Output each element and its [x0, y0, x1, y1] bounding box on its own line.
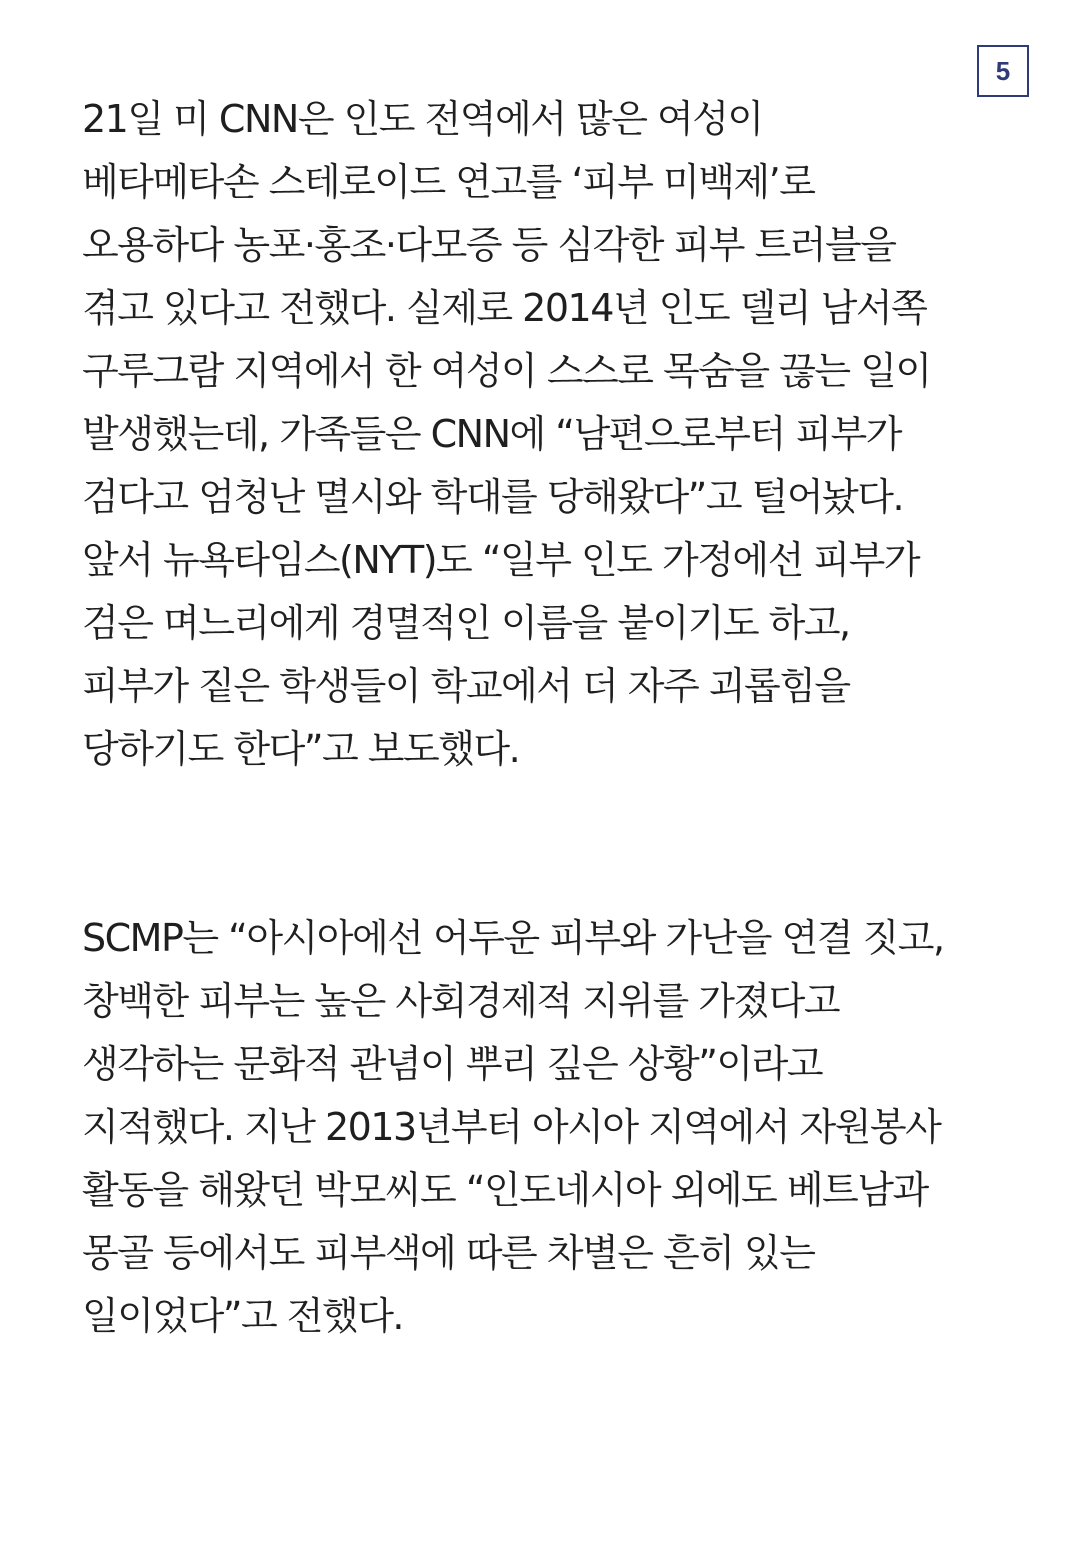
text-line: 베타메타손 스테로이드 연고를 ‘피부 미백제’로 [82, 160, 815, 204]
text-line: 구루그람 지역에서 한 여성이 스스로 목숨을 끊는 일이 [82, 349, 931, 393]
text-line: 피부가 짙은 학생들이 학교에서 더 자주 괴롭힘을 [82, 664, 850, 708]
text-line: 겪고 있다고 전했다. 실제로 2014년 인도 델리 남서쪽 [82, 286, 927, 330]
text-line: 창백한 피부는 높은 사회경제적 지위를 가졌다고 [82, 979, 840, 1023]
article-body [82, 88, 1062, 1348]
text-line: 앞서 뉴욕타임스(NYT)도 “일부 인도 가정에선 피부가 [82, 538, 920, 582]
text-line: 오용하다 농포·홍조·다모증 등 심각한 피부 트러블을 [82, 223, 896, 267]
text-line: 검은 며느리에게 경멸적인 이름을 붙이기도 하고, [82, 601, 850, 645]
text-line: SCMP는 “아시아에선 어두운 피부와 가난을 연결 짓고, [82, 916, 944, 960]
text-line: 활동을 해왔던 박모씨도 “인도네시아 외에도 베트남과 [82, 1168, 928, 1212]
text-line: 일이었다”고 전했다. [82, 1294, 404, 1338]
text-line: 당하기도 한다”고 보도했다. [82, 727, 520, 771]
text-line: 21일 미 CNN은 인도 전역에서 많은 여성이 [82, 97, 763, 141]
text-line: 지적했다. 지난 2013년부터 아시아 지역에서 자원봉사 [82, 1105, 941, 1149]
text-line: 발생했는데, 가족들은 CNN에 “남편으로부터 피부가 [82, 412, 901, 456]
text-line: 검다고 엄청난 멸시와 학대를 당해왔다”고 털어놨다. [82, 475, 904, 519]
text-line: 몽골 등에서도 피부색에 따른 차별은 흔히 있는 [82, 1231, 815, 1275]
paragraph-1 [82, 88, 1062, 781]
page-number-badge: 5 [977, 45, 1029, 97]
paragraph-gap [82, 781, 1062, 907]
text-line: 생각하는 문화적 관념이 뿌리 깊은 상황”이라고 [82, 1042, 823, 1086]
paragraph-2 [82, 907, 1062, 1348]
